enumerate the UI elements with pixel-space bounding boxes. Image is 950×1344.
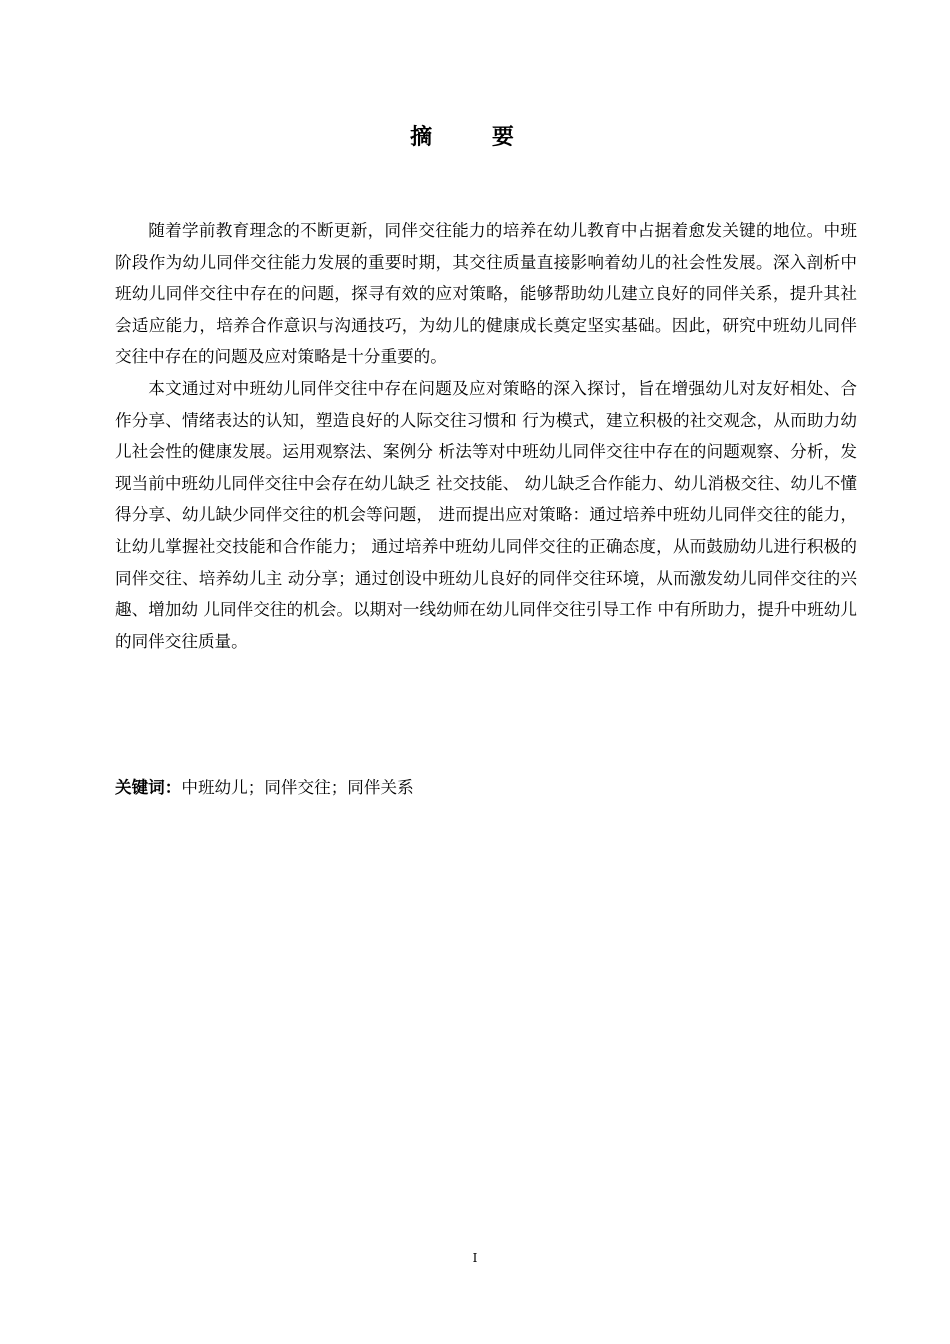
abstract-body: [115, 215, 857, 657]
keywords-value: 中班幼儿；同伴交往；同伴关系: [181, 778, 414, 797]
keywords-label: 关键词：: [115, 778, 182, 797]
abstract-paragraph-2: 本文通过对中班幼儿同伴交往中存在问题及应对策略的深入探讨，旨在增强幼儿对友好相处、合作分享、情绪表达的认知，塑造良好的人际交往习惯和 行为模式，建立积极的社交观念，从而助力幼儿社会性的健康发展。运用观察法、案例分 析法等对中班幼儿同伴交往中存在的问题观察、分析，发现当前中班幼儿同伴交往中会存在幼儿缺乏 社交技能、 幼儿缺乏合作能力、幼儿消极交往、幼儿不懂得分享、幼儿缺少同伴交往的机会等问题， 进而提出应对策略：通过培养中班幼儿同伴交往的能力，让幼儿掌握社交技能和合作能力； 通过培养中班幼儿同伴交往的正确态度，从而鼓励幼儿进行积极的同伴交往、培养幼儿主 动分享；通过创设中班幼儿良好的同伴交往环境，从而激发幼儿同伴交往的兴趣、增加幼 儿同伴交往的机会。以期对一线幼师在幼儿同伴交往引导工作 中有所助力，提升中班幼儿 的同伴交往质量。: [115, 378, 857, 651]
abstract-paragraph-1: 随着学前教育理念的不断更新，同伴交往能力的培养在幼儿教育中占据着愈发关键的地位。中班阶段作为幼儿同伴交往能力发展的重要时期，其交往质量直接影响着幼儿的社会性发展。深入剖析中班幼儿同伴交往中存在的问题，探寻有效的应对策略，能够帮助幼儿建立良好的同伴关系，提升其社会适应能力，培养合作意识与沟通技巧，为幼儿的健康成长奠定坚实基础。因此，研究中班幼儿同伴交往中存在的问题及应对策略是十分重要的。: [115, 221, 857, 367]
page-number: I: [472, 1251, 478, 1265]
keywords-line: [115, 772, 414, 804]
abstract-title: 摘 要: [410, 125, 540, 150]
